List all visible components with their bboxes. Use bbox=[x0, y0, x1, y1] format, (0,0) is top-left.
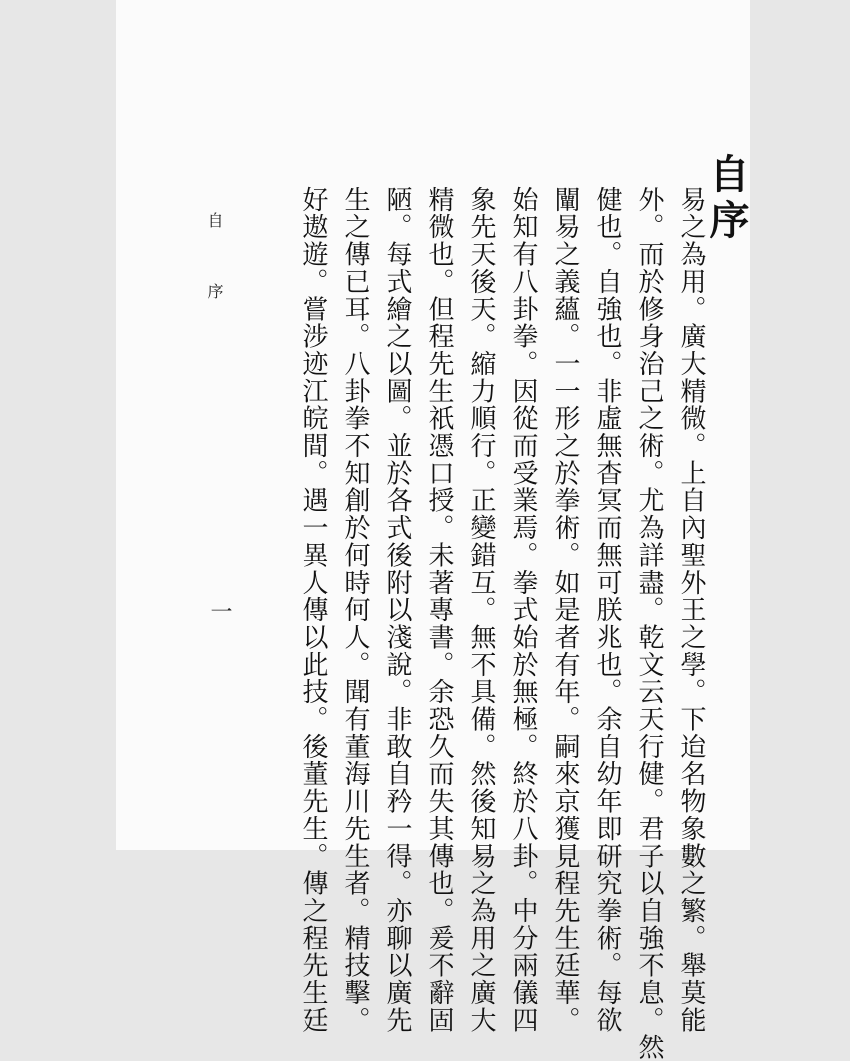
text-line-10: 好遨遊。嘗涉迹江皖間。遇一異人傳以此技。後董先生。傳之程先生廷 bbox=[298, 186, 328, 1034]
running-title: 自 序 bbox=[205, 212, 224, 317]
text-line-9: 生之傳已耳。八卦拳不知創於何時何人。聞有董海川先生者。精技擊。 bbox=[340, 186, 370, 1034]
text-line-2: 外。而於修身治己之術。尤為詳盡。乾文云天行健。君子以自強不息。然 bbox=[634, 186, 664, 1061]
text-line-6: 象先天後天。縮力順行。正變錯互。無不具備。然後知易之為用之廣大 bbox=[466, 186, 496, 1034]
text-line-5: 始知有八卦拳。因從而受業焉。拳式始於無極。終於八卦。中分兩儀四 bbox=[508, 186, 538, 1034]
page-number: 一 bbox=[207, 600, 232, 622]
text-line-1: 易之為用。廣大精微。上自內聖外王之學。下迨名物象數之繁。舉莫能 bbox=[676, 186, 706, 1034]
book-page bbox=[116, 0, 750, 1061]
text-line-7: 精微也。但程先生祇憑口授。未著專書。余恐久而失其傳也。爰不辭固 bbox=[424, 186, 454, 1034]
text-line-8: 陋。每式繪之以圖。並於各式後附以淺說。非敢自矜一得。亦聊以廣先 bbox=[382, 186, 412, 1034]
text-line-3: 健也。自強也。非虛無杳冥而無可朕兆也。余自幼年即研究拳術。每欲 bbox=[592, 186, 622, 1034]
preface-heading: 自序 bbox=[703, 153, 750, 245]
text-line-4: 闡易之義蘊。一一形之於拳術。如是者有年。嗣來京獲見程先生廷華。 bbox=[550, 186, 580, 1034]
